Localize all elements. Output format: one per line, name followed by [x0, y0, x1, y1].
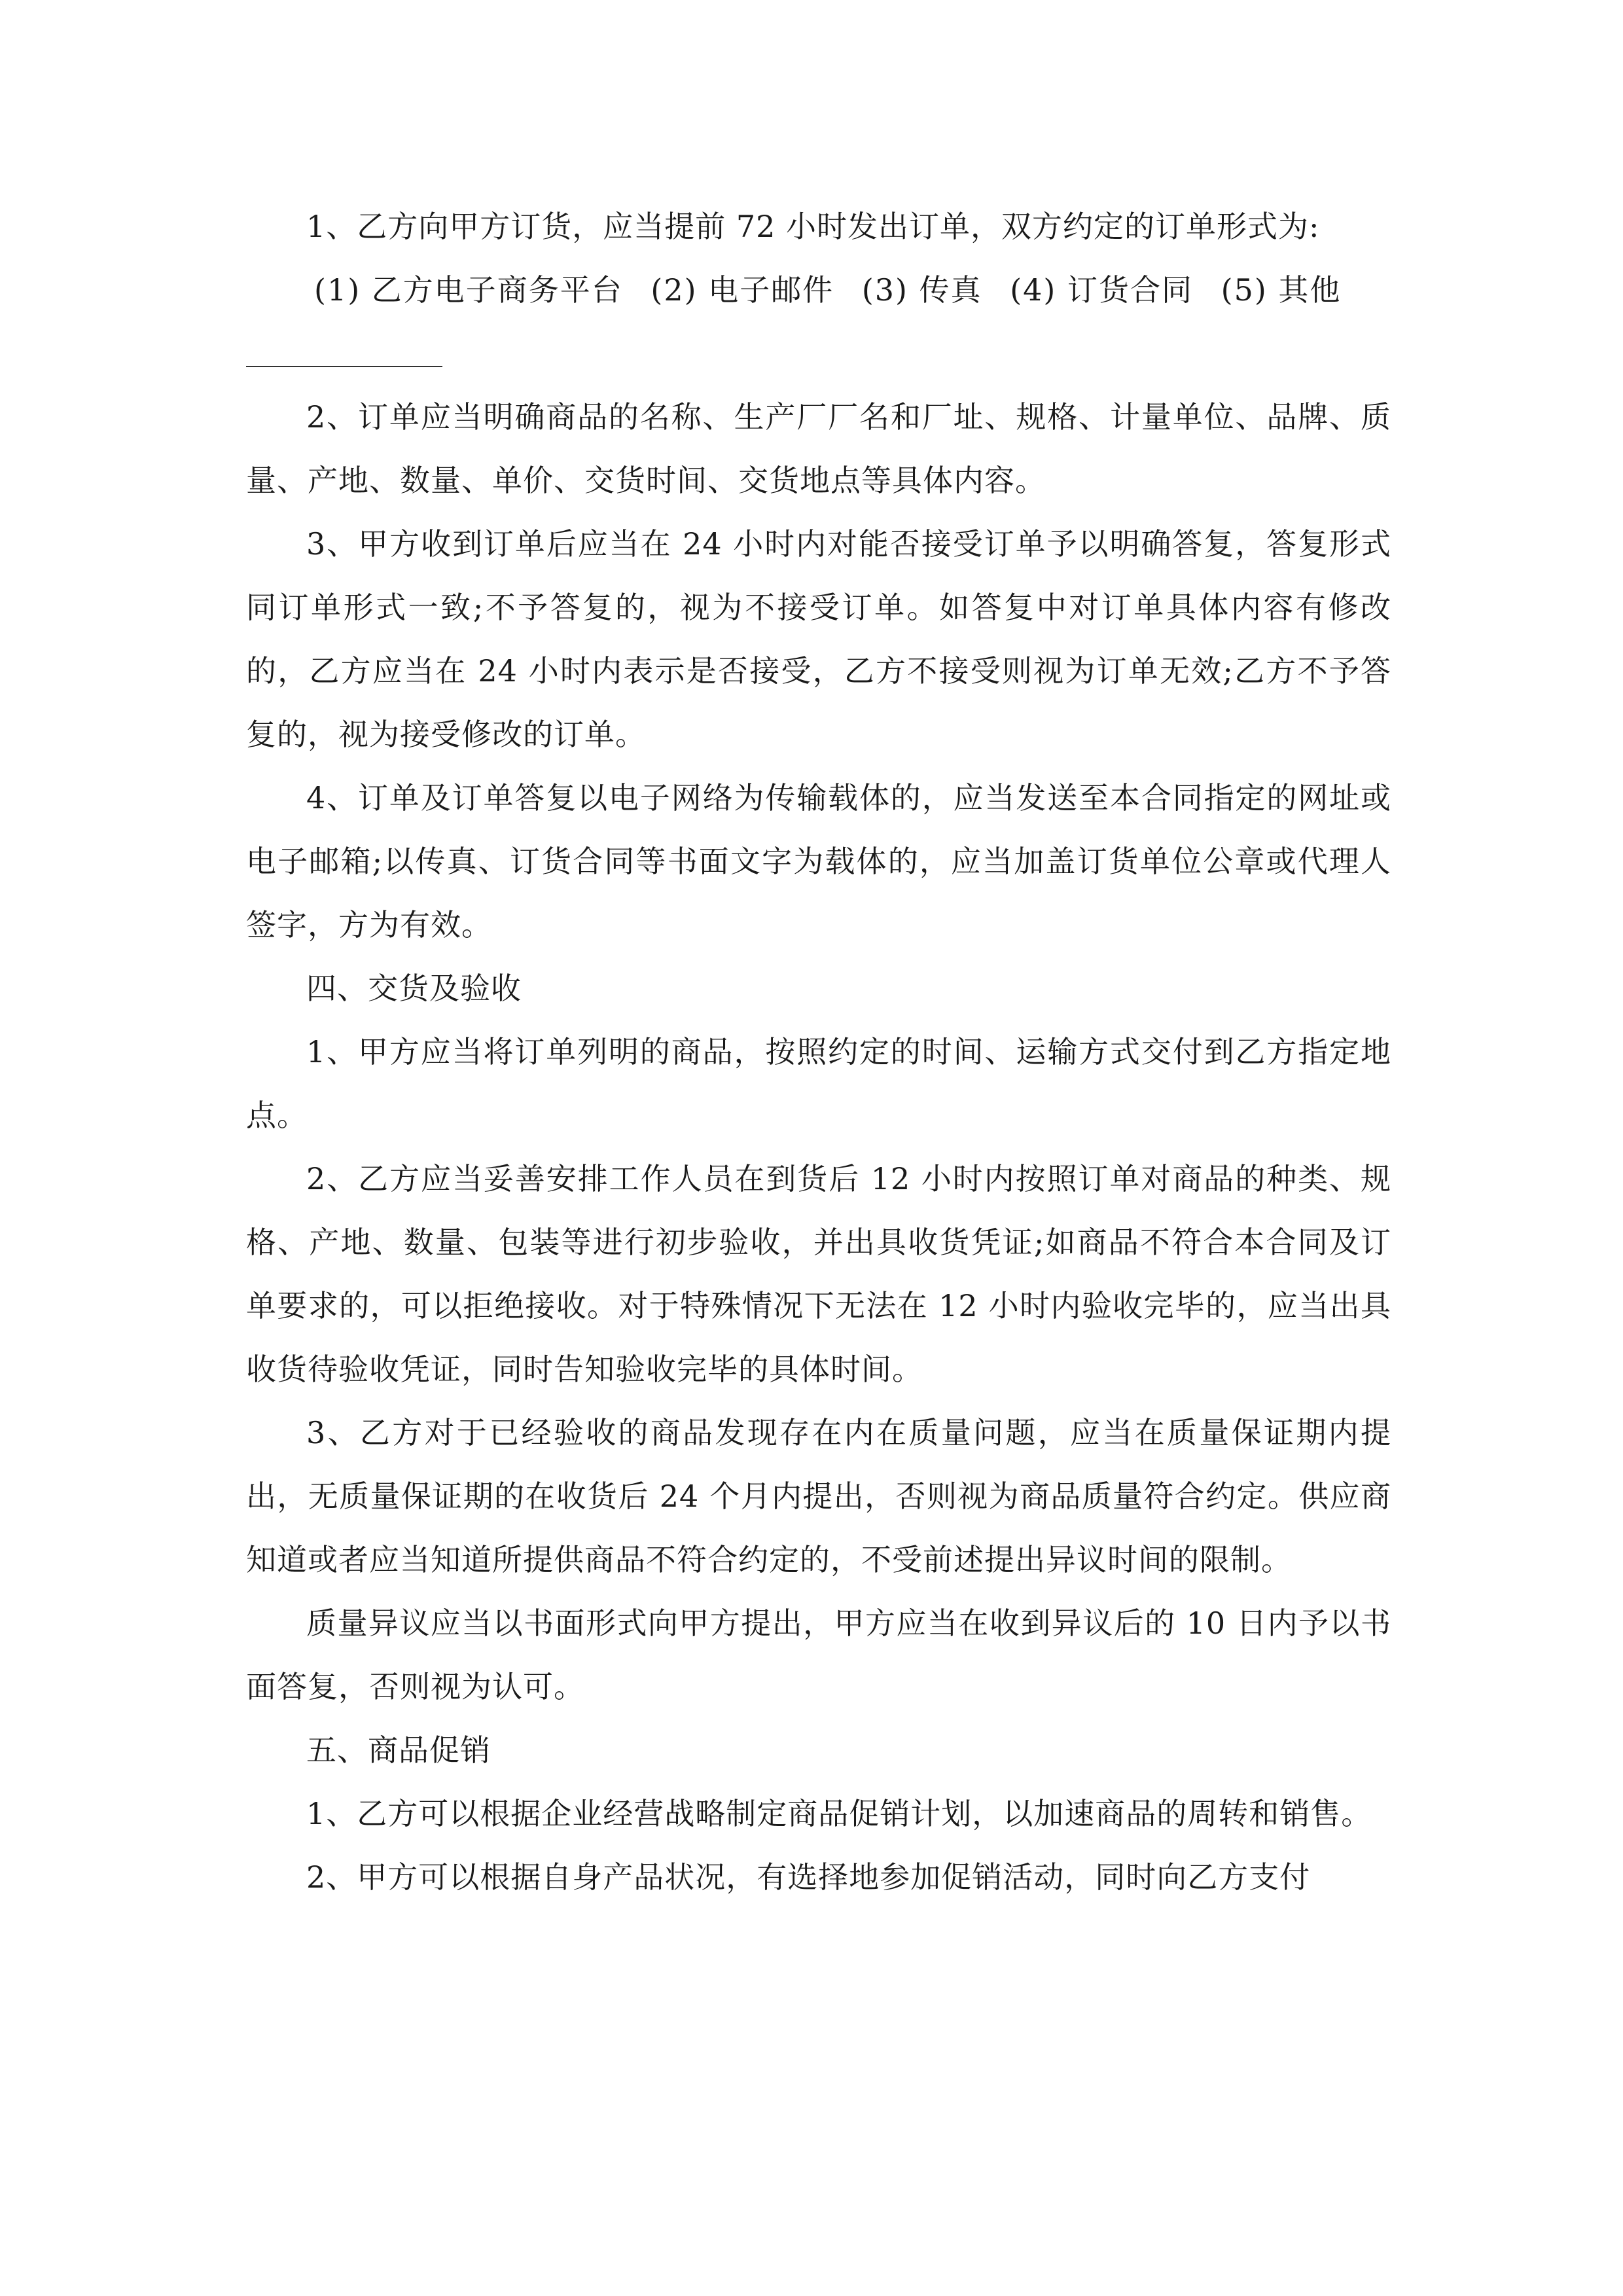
order-option-other: (5) 其他	[1221, 272, 1342, 308]
delivery-clause-1: 1、甲方应当将订单列明的商品，按照约定的时间、运输方式交付到乙方指定地点。	[246, 1034, 1391, 1133]
order-clause-3: 3、甲方收到订单后应当在 24 小时内对能否接受订单予以明确答复，答复形式同订单形式一致;不予答复的，视为不接受订单。如答复中对订单具体内容有修改的，乙方应当在 24 小时内表示是否接受，乙方不接受则视为订单无效;乙方不予答复的，视为接受修改的订单。	[246, 526, 1391, 752]
order-option-email: (2) 电子邮件	[651, 272, 834, 308]
order-option-fax: (3) 传真	[861, 272, 982, 308]
order-option-contract: (4) 订货合同	[1010, 272, 1193, 308]
order-clause-2: 2、订单应当明确商品的名称、生产厂厂名和厂址、规格、计量单位、品牌、质量、产地、数量、单价、交货时间、交货地点等具体内容。	[246, 399, 1391, 498]
delivery-clause-2: 2、乙方应当妥善安排工作人员在到货后 12 小时内按照订单对商品的种类、规格、产地、数量、包装等进行初步验收，并出具收货凭证;如商品不符合本合同及订单要求的，可以拒绝接收。对于特殊情况下无法在 12 小时内验收完毕的，应当出具收货待验收凭证，同时告知验收完毕的具体时间。	[246, 1161, 1391, 1387]
section-heading-promotion: 五、商品促销	[306, 1732, 491, 1768]
order-form-options	[246, 259, 1391, 322]
section-heading-delivery: 四、交货及验收	[306, 971, 522, 1006]
delivery-clause-3: 3、乙方对于已经验收的商品发现存在内在质量问题，应当在质量保证期内提出，无质量保证期的在收货后 24 个月内提出，否则视为商品质量符合约定。供应商知道或者应当知道所提供商品不符合约定的，不受前述提出异议时间的限制。	[246, 1415, 1391, 1577]
order-clause-4: 4、订单及订单答复以电子网络为传输载体的，应当发送至本合同指定的网址或电子邮箱;以传真、订货合同等书面文字为载体的，应当加盖订货单位公章或代理人签字，方为有效。	[246, 780, 1391, 942]
promotion-clause-2: 2、甲方可以根据自身产品状况，有选择地参加促销活动，同时向乙方支付	[306, 1859, 1311, 1895]
fill-in-blank-line	[246, 322, 442, 386]
order-option-ecommerce: (1) 乙方电子商务平台	[314, 272, 623, 308]
order-clause-1: 1、乙方向甲方订货，应当提前 72 小时发出订单，双方约定的订单形式为:	[306, 209, 1320, 244]
promotion-clause-1: 1、乙方可以根据企业经营战略制定商品促销计划，以加速商品的周转和销售。	[306, 1796, 1372, 1831]
document-body	[246, 195, 1391, 1909]
quality-objection-clause: 质量异议应当以书面形式向甲方提出，甲方应当在收到异议后的 10 日内予以书面答复，否则视为认可。	[246, 1605, 1391, 1704]
